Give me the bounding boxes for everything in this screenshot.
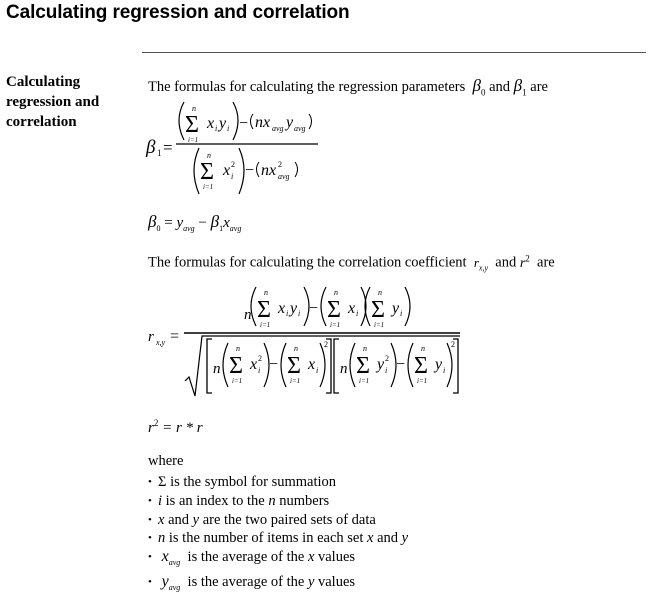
svg-text:n: n: [264, 288, 268, 297]
svg-text:−: −: [269, 356, 279, 373]
svg-text:Σ: Σ: [371, 297, 385, 323]
svg-text:avg: avg: [272, 124, 284, 133]
svg-text:=: =: [170, 328, 180, 345]
svg-text:y: y: [290, 300, 298, 317]
list-item: • $y_{avg}$ is the average of the y values: [148, 572, 356, 592]
svg-text:Σ: Σ: [257, 297, 271, 323]
svg-text:=: =: [163, 138, 173, 157]
svg-text:−: −: [396, 356, 406, 373]
svg-text:i=1: i=1: [359, 377, 370, 385]
svg-text:n: n: [421, 344, 425, 353]
svg-text:x: x: [278, 300, 286, 317]
svg-text:n: n: [294, 344, 298, 353]
formula-r-squared: $r^2 = r * r$: [148, 418, 203, 436]
svg-text:n: n: [213, 361, 221, 377]
svg-text:Σ: Σ: [229, 353, 243, 379]
svg-text:2: 2: [451, 340, 455, 349]
formula-correlation: [140, 281, 465, 401]
svg-text:i=1: i=1: [290, 377, 301, 385]
beta1-symbol: $\beta_1$: [513, 76, 527, 98]
svg-text:n: n: [340, 361, 348, 377]
svg-text:i: i: [258, 366, 261, 375]
svg-text:i=1: i=1: [417, 377, 428, 385]
svg-text:i: i: [385, 366, 388, 375]
svg-text:i=1: i=1: [188, 136, 199, 144]
svg-text:x: x: [207, 115, 215, 132]
list-item: • x and y are the two paired sets of data: [148, 511, 376, 528]
intro-text: The formulas for calculating the regression parameters: [148, 79, 466, 95]
beta1-lhs: β: [146, 137, 156, 158]
svg-text:x: x: [250, 356, 258, 373]
svg-text:i: i: [400, 309, 403, 318]
svg-text:avg: avg: [278, 172, 290, 181]
page-title: Calculating regression and correlation: [6, 2, 350, 23]
svg-text:x,y: x,y: [156, 338, 166, 347]
svg-text:n: n: [363, 344, 367, 353]
svg-text:y: y: [392, 300, 400, 317]
svg-text:Σ: Σ: [356, 353, 370, 379]
svg-text:Σ: Σ: [414, 353, 428, 379]
and-text: and: [489, 79, 511, 95]
svg-text:nx: nx: [261, 162, 277, 179]
sigma-icon: Σ: [185, 112, 199, 138]
svg-text:1: 1: [157, 148, 162, 158]
list-item: • i is an index to the n numbers: [148, 492, 330, 509]
section-heading: Calculating regression and correlation: [6, 74, 100, 130]
svg-text:y: y: [219, 115, 227, 132]
svg-text:n: n: [236, 344, 240, 353]
are-text: are: [530, 79, 548, 95]
svg-text:−: −: [239, 115, 249, 132]
svg-text:i: i: [231, 172, 234, 181]
svg-text:n: n: [207, 151, 211, 160]
svg-text:i: i: [286, 309, 289, 318]
svg-text:i: i: [443, 366, 446, 375]
formula-beta0: $\beta_0 = y_{avg} - \beta_1x_{avg}$: [148, 212, 242, 233]
svg-text:x: x: [223, 162, 231, 179]
svg-text:i=1: i=1: [232, 377, 243, 385]
where-label: where: [148, 453, 184, 469]
svg-text:y: y: [435, 356, 443, 373]
svg-text:−: −: [309, 300, 319, 317]
svg-text:y: y: [377, 356, 385, 373]
svg-text:2: 2: [385, 354, 389, 363]
svg-text:Σ: Σ: [327, 297, 341, 323]
svg-text:i: i: [227, 124, 230, 133]
svg-text:−: −: [245, 162, 255, 179]
svg-text:nx: nx: [255, 114, 271, 131]
svg-text:x: x: [308, 356, 316, 373]
definitions-list: [148, 473, 408, 598]
svg-text:x: x: [348, 300, 356, 317]
svg-text:r: r: [148, 329, 154, 345]
list-item: • $x_{avg}$ is the average of the x values: [148, 548, 356, 568]
correlation-intro: The formulas for calculating the correlation coefficient $r_{x,y}$ and $r^2$ are: [148, 253, 555, 273]
r-squared-symbol: $r^2$: [519, 253, 530, 271]
svg-text:n: n: [192, 104, 196, 113]
svg-text:2: 2: [278, 160, 282, 169]
svg-text:i=1: i=1: [374, 321, 385, 329]
formula-beta1: [140, 98, 340, 200]
svg-text:i=1: i=1: [260, 321, 271, 329]
svg-text:Σ: Σ: [287, 353, 301, 379]
list-item: • n is the number of items in each set x and y: [148, 530, 409, 547]
r-xy-symbol: $r_{x,y}$: [473, 254, 489, 273]
regression-intro: [148, 76, 548, 97]
svg-text:n: n: [244, 307, 252, 323]
svg-text:i: i: [356, 309, 359, 318]
svg-text:avg: avg: [294, 124, 306, 133]
beta0-symbol: $\beta_0$: [472, 76, 486, 98]
list-item: • Σ is the symbol for summation: [148, 474, 337, 490]
svg-text:i: i: [298, 309, 301, 318]
divider: [142, 52, 646, 53]
svg-text:Σ: Σ: [200, 159, 214, 185]
svg-text:n: n: [378, 288, 382, 297]
svg-text:i=1: i=1: [330, 321, 341, 329]
svg-text:i: i: [316, 366, 319, 375]
svg-text:2: 2: [258, 354, 262, 363]
svg-text:2: 2: [324, 340, 328, 349]
svg-text:n: n: [334, 288, 338, 297]
svg-text:y: y: [286, 114, 294, 131]
svg-text:2: 2: [231, 160, 235, 169]
svg-text:i=1: i=1: [203, 183, 214, 191]
svg-text:i: i: [215, 124, 218, 133]
